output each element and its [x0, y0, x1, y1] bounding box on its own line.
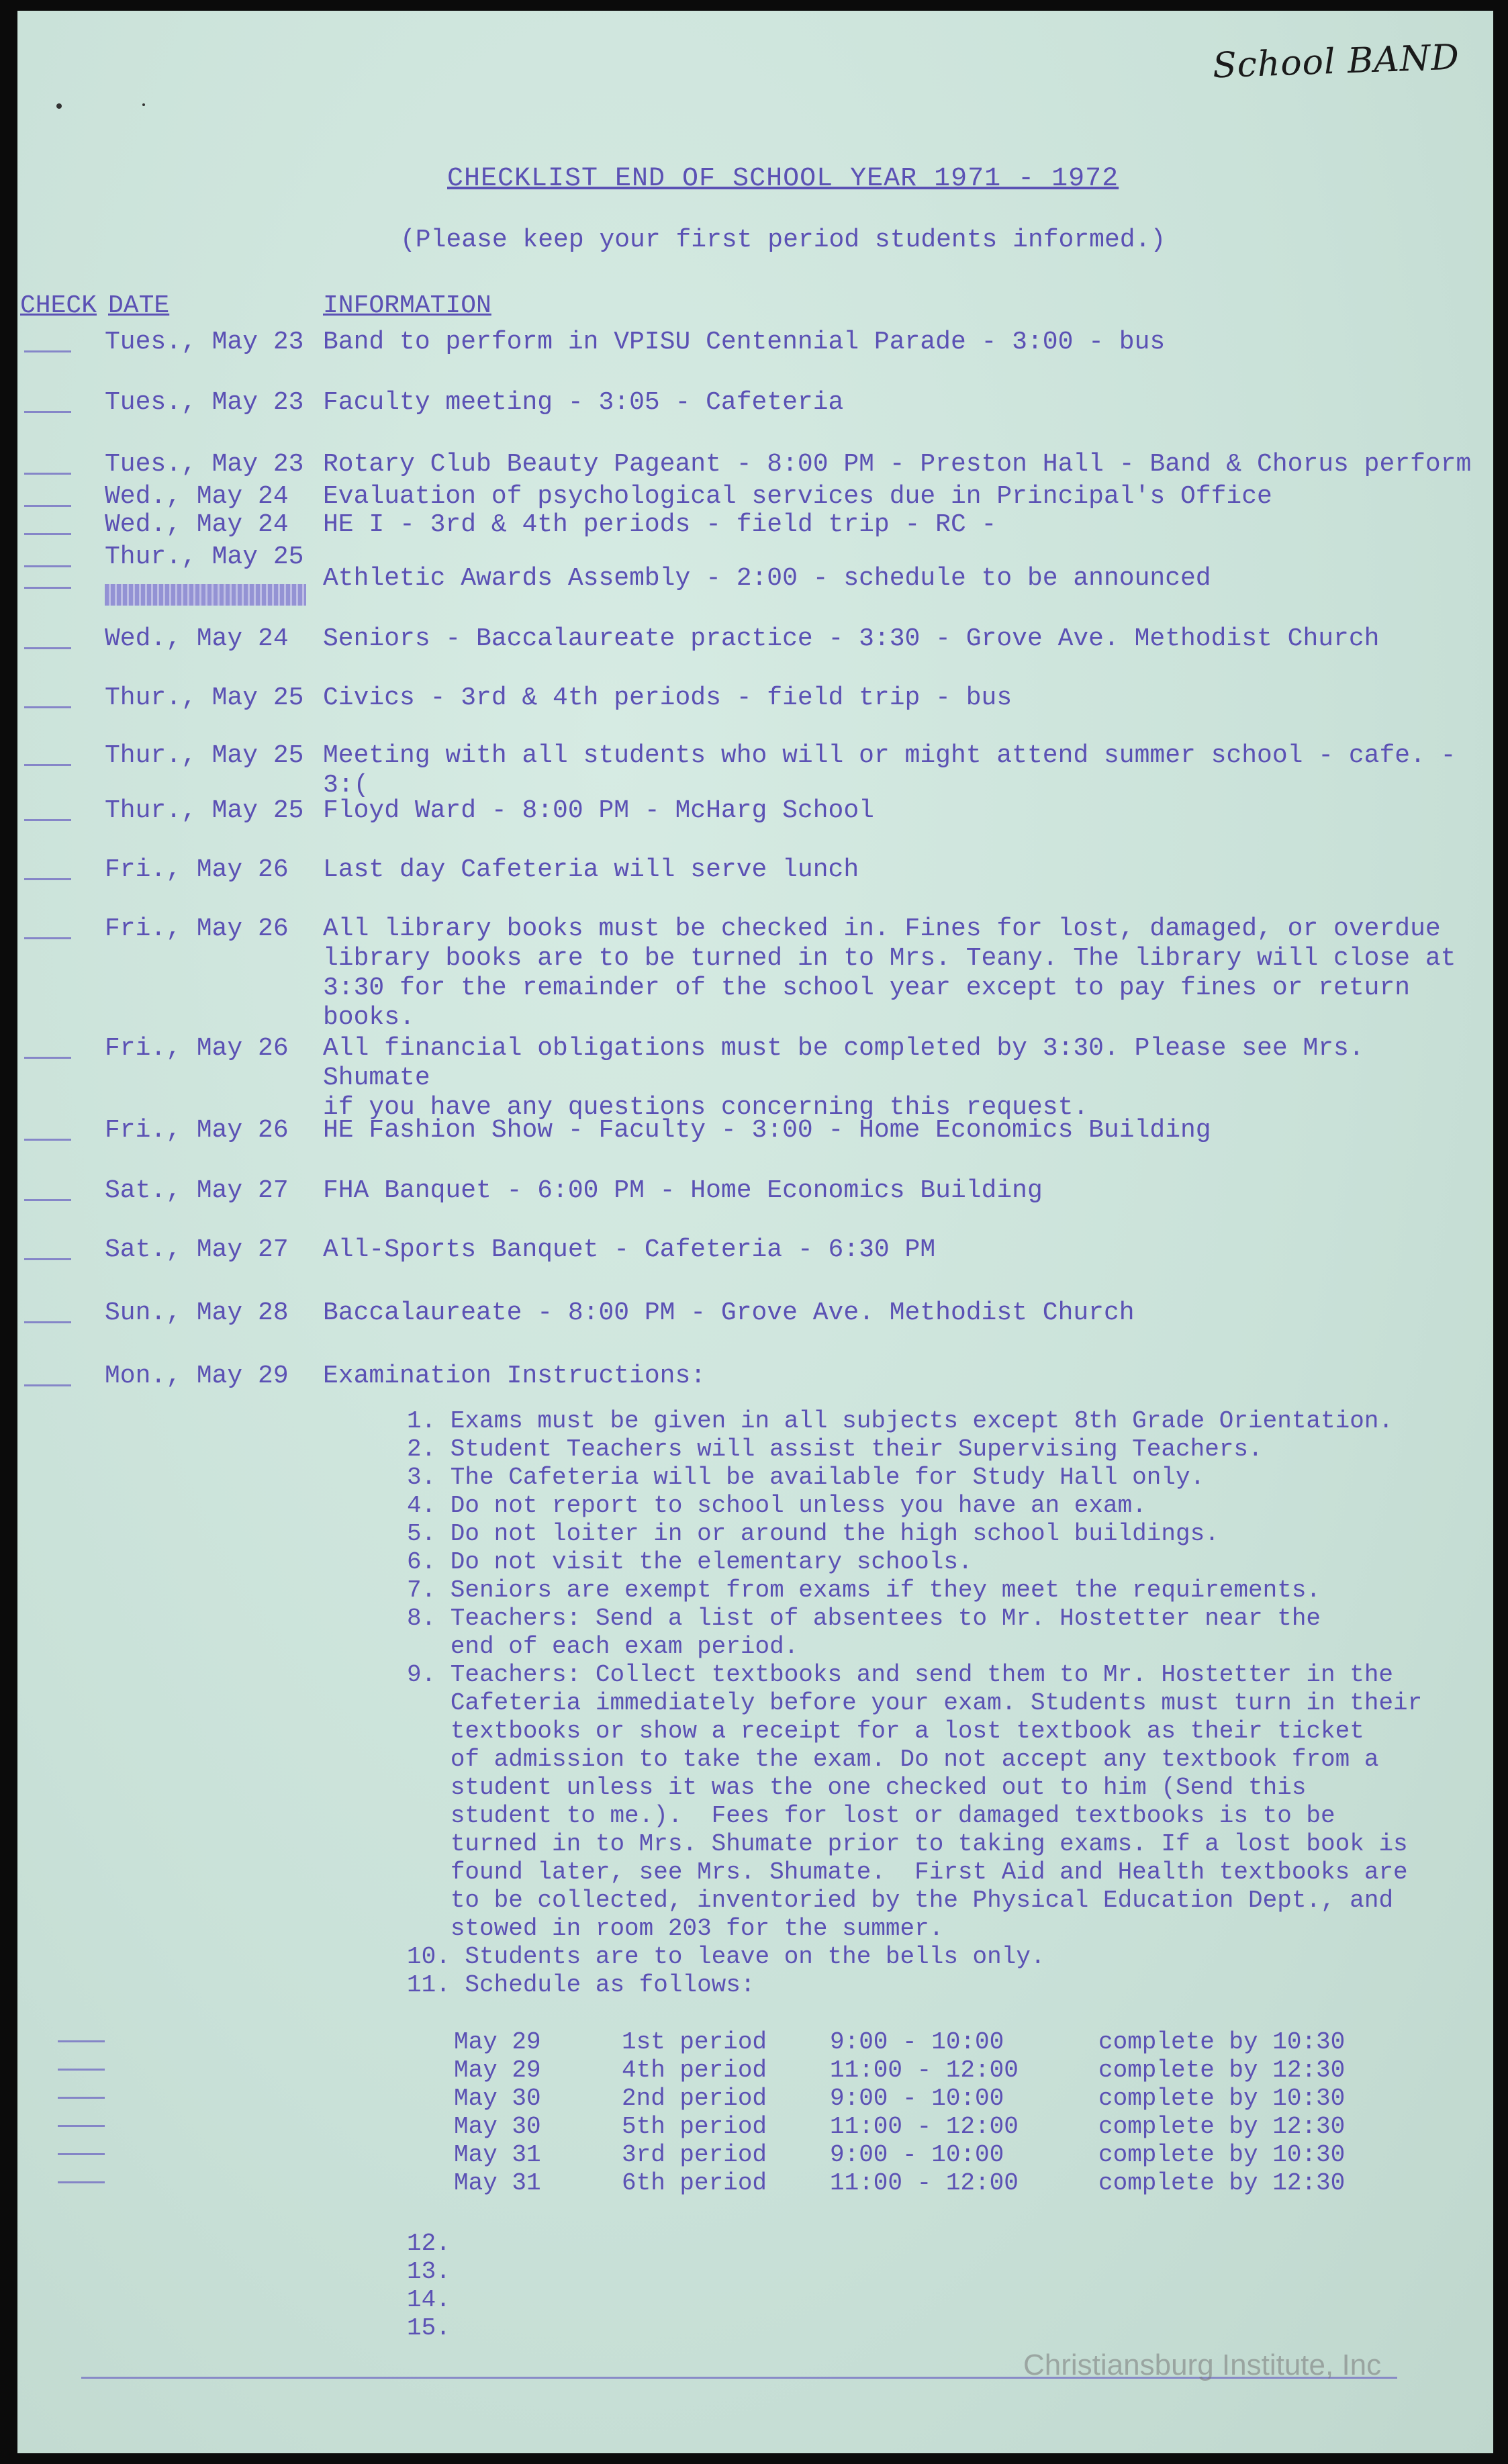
entry-date: Fri., May 26	[105, 855, 289, 884]
schedule-period: 2nd period	[622, 2085, 767, 2112]
blank-item: 14.	[407, 2286, 451, 2314]
exam-instruction: 5. Do not loiter in or around the high school buildings.	[407, 1520, 1219, 1548]
schedule-complete: complete by 10:30	[1098, 2141, 1346, 2169]
check-blank[interactable]	[58, 2125, 105, 2127]
blank-item: 12.	[407, 2230, 451, 2257]
exam-instruction: 10. Students are to leave on the bells only.	[407, 1943, 1045, 1971]
blank-item: 13.	[407, 2258, 451, 2285]
check-blank[interactable]	[58, 2153, 105, 2155]
entry-date: Mon., May 29	[105, 1362, 289, 1390]
entry-information: Rotary Club Beauty Pageant - 8:00 PM - Preston Hall - Band & Chorus perform	[323, 450, 1472, 479]
check-blank[interactable]	[58, 2097, 105, 2099]
schedule-complete: complete by 10:30	[1098, 2085, 1346, 2112]
entry-information: Baccalaureate - 8:00 PM - Grove Ave. Methodist Church	[323, 1298, 1135, 1327]
check-blank[interactable]	[24, 473, 71, 475]
exam-instruction: 11. Schedule as follows:	[407, 1971, 755, 1999]
entry-date: Tues., May 23	[105, 328, 304, 357]
check-blank[interactable]	[24, 878, 71, 880]
entry-date: Fri., May 26	[105, 1116, 289, 1145]
entry-information: Faculty meeting - 3:05 - Cafeteria	[323, 388, 844, 417]
checklist-row	[17, 388, 1488, 428]
exam-instruction: 3. The Cafeteria will be available for Study Hall only.	[407, 1464, 1205, 1491]
entry-information: Examination Instructions:	[323, 1362, 706, 1390]
header-information: INFORMATION	[323, 291, 491, 320]
checklist-row	[17, 1116, 1488, 1156]
schedule-time: 11:00 - 12:00	[830, 2113, 1019, 2140]
exam-instruction: 2. Student Teachers will assist their Supervising Teachers.	[407, 1435, 1263, 1463]
exam-instruction: 6. Do not visit the elementary schools.	[407, 1548, 973, 1576]
entry-date: Tues., May 23	[105, 450, 304, 479]
check-blank[interactable]	[58, 2069, 105, 2071]
schedule-period: 4th period	[622, 2056, 767, 2084]
checklist-row	[17, 1235, 1488, 1276]
entry-information: Seniors - Baccalaureate practice - 3:30 - Grove Ave. Methodist Church	[323, 624, 1380, 653]
entry-date: Fri., May 26	[105, 914, 289, 943]
checklist-row	[17, 624, 1488, 665]
entry-date: Thur., May 25	[105, 542, 304, 571]
page-subtitle: (Please keep your first period students informed.)	[400, 226, 1166, 254]
checklist-row	[17, 328, 1488, 368]
checklist-row	[17, 741, 1488, 800]
check-blank[interactable]	[24, 1199, 71, 1201]
check-blank[interactable]	[58, 2181, 105, 2183]
checklist-row	[17, 1034, 1488, 1122]
schedule-time: 9:00 - 10:00	[830, 2141, 1004, 2169]
check-blank[interactable]	[24, 764, 71, 766]
entry-information: All financial obligations must be completed by 3:30. Please see Mrs. Shumate if you have any questions concerning this request.	[323, 1034, 1364, 1122]
entry-information: Civics - 3rd & 4th periods - field trip - bus	[323, 683, 1012, 712]
check-blank[interactable]	[24, 587, 71, 589]
checklist-row	[17, 796, 1488, 837]
check-blank[interactable]	[24, 1384, 71, 1386]
entry-date: Wed., May 24	[105, 624, 289, 653]
entry-information: Meeting with all students who will or might attend summer school - cafe. - 3:(	[323, 741, 1472, 800]
exam-instruction: 7. Seniors are exempt from exams if they meet the requirements.	[407, 1576, 1321, 1604]
entry-date: Sat., May 27	[105, 1176, 289, 1205]
schedule-time: 9:00 - 10:00	[830, 2028, 1004, 2056]
exam-instruction: 1. Exams must be given in all subjects except 8th Grade Orientation.	[407, 1407, 1394, 1435]
header-check: CHECK	[20, 291, 97, 320]
entry-date: Thur., May 25	[105, 796, 304, 825]
exam-instruction: 4. Do not report to school unless you have an exam.	[407, 1492, 1147, 1519]
check-blank[interactable]	[24, 1321, 71, 1323]
check-blank[interactable]	[24, 1139, 71, 1141]
schedule-time: 11:00 - 12:00	[830, 2169, 1019, 2197]
entry-date: Thur., May 25	[105, 683, 304, 712]
schedule-day: May 31	[454, 2169, 541, 2197]
schedule-complete: complete by 12:30	[1098, 2113, 1346, 2140]
checklist-row	[17, 855, 1488, 896]
entry-date: Tues., May 23	[105, 388, 304, 417]
schedule-day: May 30	[454, 2085, 541, 2112]
schedule-time: 9:00 - 10:00	[830, 2085, 1004, 2112]
checklist-row	[17, 683, 1488, 724]
entry-information: FHA Banquet - 6:00 PM - Home Economics Building	[323, 1176, 1043, 1205]
entry-information: HE I - 3rd & 4th periods - field trip - RC -	[323, 510, 997, 539]
check-blank[interactable]	[24, 350, 71, 352]
check-blank[interactable]	[24, 411, 71, 413]
checklist-row	[17, 1362, 1488, 1402]
check-blank[interactable]	[24, 1258, 71, 1260]
checklist-row	[17, 914, 1488, 1032]
exam-instruction: 9. Teachers: Collect textbooks and send them to Mr. Hostetter in the Cafeteria immediately before your exam. Students must turn in their textbooks or show a receipt for a lost textbook as their ticket of admission to take the exam. Do not accept any textbook from a student unless it was the one checked out to him (Send this student to me.). Fees for lost or damaged textbooks is to be turned in to Mrs. Shumate prior to taking exams. If a lost book is found later, see Mrs. Shumate. First Aid and Health textbooks are to be collected, inventoried by the Physical Education Dept., and stowed in room 203 for the summer.	[407, 1661, 1423, 1942]
schedule-complete: complete by 10:30	[1098, 2028, 1346, 2056]
entry-information: Floyd Ward - 8:00 PM - McHarg School	[323, 796, 874, 825]
exam-instructions	[407, 1407, 1481, 1999]
check-blank[interactable]	[58, 2040, 105, 2042]
schedule-period: 3rd period	[622, 2141, 767, 2169]
schedule-period: 5th period	[622, 2113, 767, 2140]
struck-out-date	[105, 584, 306, 606]
check-blank[interactable]	[24, 533, 71, 535]
page-title: CHECKLIST END OF SCHOOL YEAR 1971 - 1972	[447, 164, 1119, 194]
entry-date: Sat., May 27	[105, 1235, 289, 1264]
check-blank[interactable]	[24, 647, 71, 649]
entry-information: All-Sports Banquet - Cafeteria - 6:30 PM	[323, 1235, 936, 1264]
checklist-row	[17, 1298, 1488, 1339]
entry-date: Fri., May 26	[105, 1034, 289, 1063]
schedule-day: May 30	[454, 2113, 541, 2140]
entry-information: Athletic Awards Assembly - 2:00 - schedule to be announced	[323, 564, 1211, 593]
check-blank[interactable]	[24, 505, 71, 507]
check-blank[interactable]	[24, 706, 71, 708]
entry-information: Band to perform in VPISU Centennial Parade - 3:00 - bus	[323, 328, 1166, 357]
entry-date: Sun., May 28	[105, 1298, 289, 1327]
checklist-row	[17, 1176, 1488, 1217]
entry-information: Evaluation of psychological services due in Principal's Office	[323, 482, 1272, 511]
check-blank[interactable]	[24, 937, 71, 939]
schedule-period: 1st period	[622, 2028, 767, 2056]
entry-date: Thur., May 25	[105, 741, 304, 770]
schedule-period: 6th period	[622, 2169, 767, 2197]
entry-information: All library books must be checked in. Fines for lost, damaged, or overdue library books are to be turned in to Mrs. Teany. The library will close at 3:30 for the remainder of the school year except to pay fines or return books.	[323, 914, 1456, 1032]
schedule-time: 11:00 - 12:00	[830, 2056, 1019, 2084]
stray-mark	[56, 103, 62, 109]
exam-instruction: 8. Teachers: Send a list of absentees to Mr. Hostetter near the end of each exam period.	[407, 1605, 1321, 1660]
handwritten-note: School BAND	[1212, 37, 1460, 87]
blank-item: 15.	[407, 2314, 451, 2342]
check-blank[interactable]	[24, 1057, 71, 1059]
schedule-day: May 29	[454, 2028, 541, 2056]
blank-items	[407, 2230, 451, 2342]
schedule-day: May 31	[454, 2141, 541, 2169]
stray-mark	[142, 103, 145, 106]
entry-information: HE Fashion Show - Faculty - 3:00 - Home Economics Building	[323, 1116, 1211, 1145]
entry-information: Last day Cafeteria will serve lunch	[323, 855, 859, 884]
schedule-day: May 29	[454, 2056, 541, 2084]
entry-date: Wed., May 24	[105, 482, 289, 511]
watermark: Christiansburg Institute, Inc	[1023, 2349, 1382, 2381]
schedule-complete: complete by 12:30	[1098, 2056, 1346, 2084]
entry-date: Wed., May 24	[105, 510, 289, 539]
document-page	[17, 11, 1493, 2453]
header-date: DATE	[108, 291, 170, 320]
check-blank[interactable]	[24, 819, 71, 821]
schedule-complete: complete by 12:30	[1098, 2169, 1346, 2197]
